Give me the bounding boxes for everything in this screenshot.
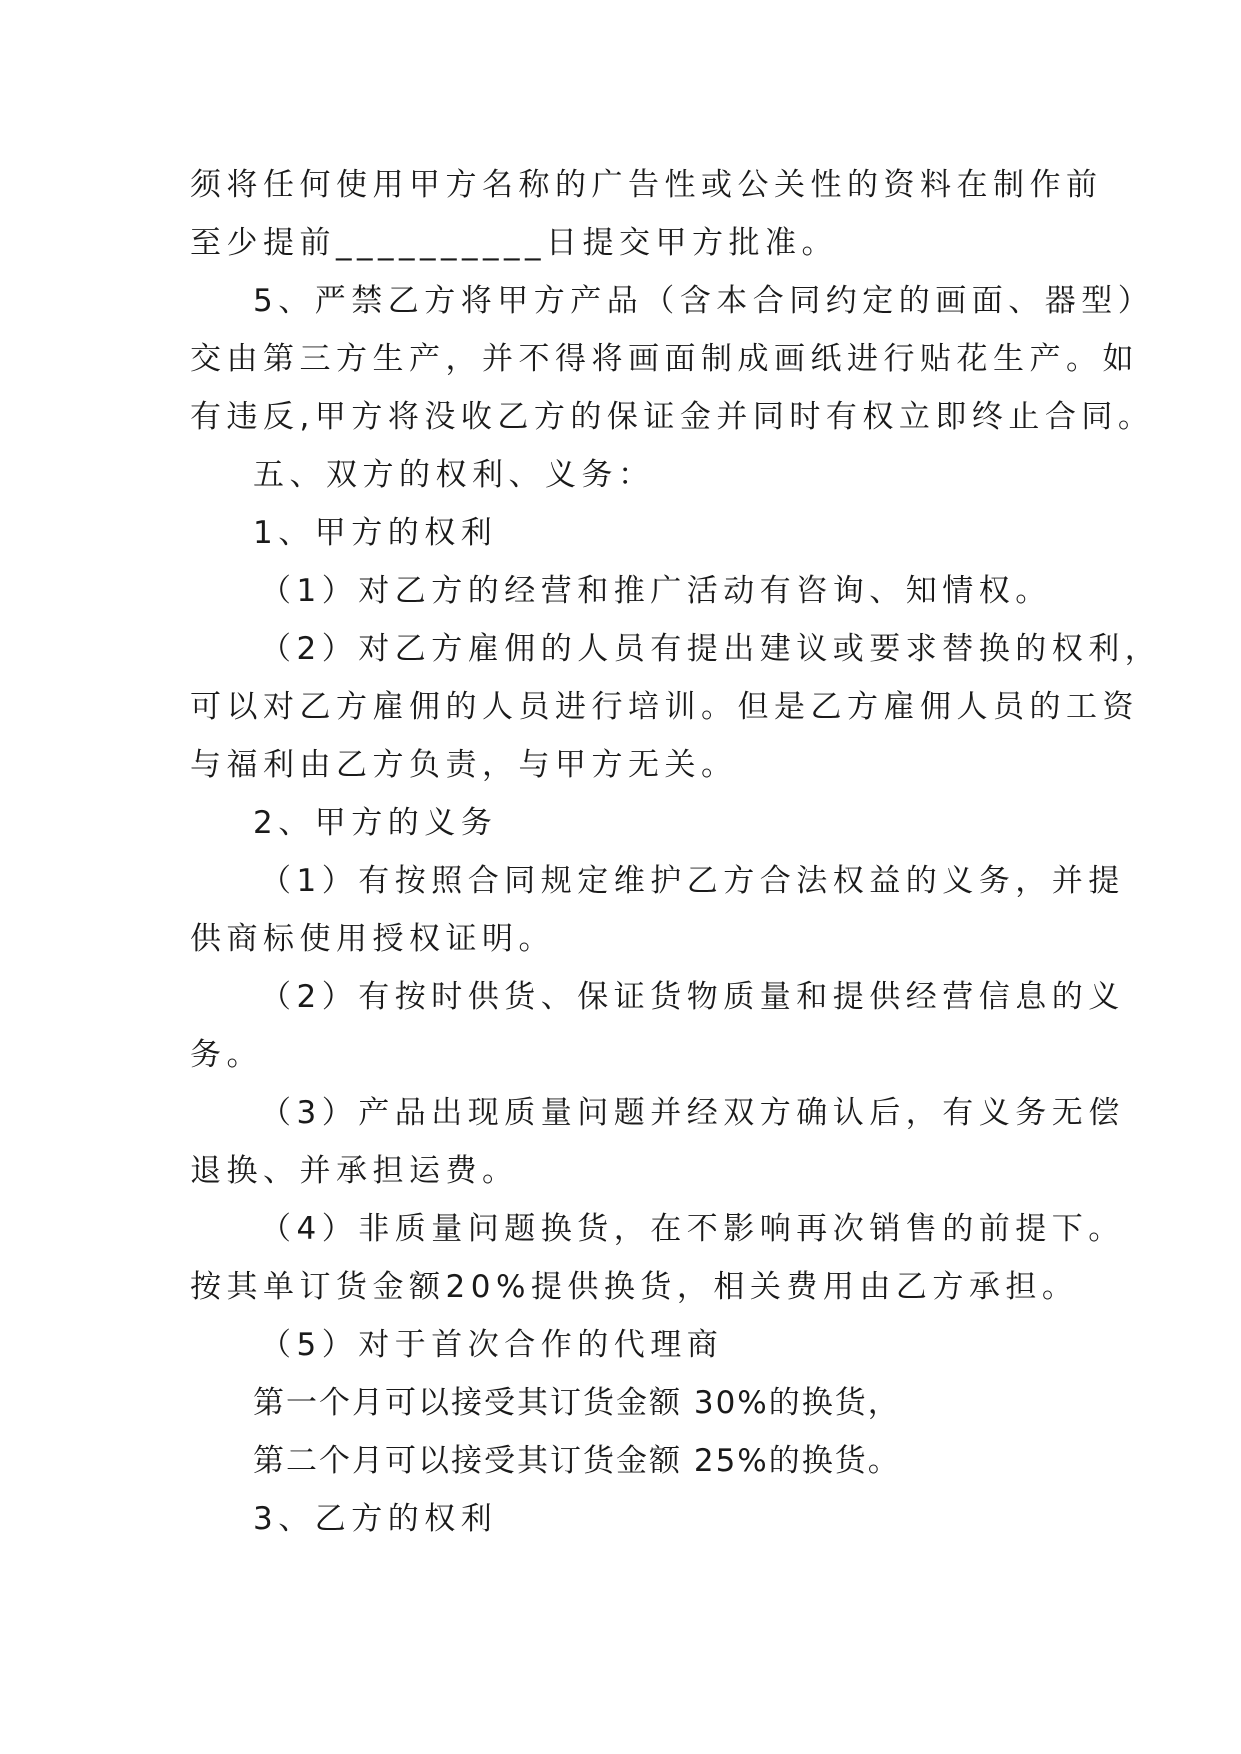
paragraph-line: （5）对于首次合作的代理商 bbox=[260, 1327, 724, 1363]
subsection-heading: 1、甲方的权利 bbox=[253, 515, 498, 551]
paragraph-line: 退换、并承担运费。 bbox=[190, 1153, 519, 1189]
paragraph-line: 可以对乙方雇佣的人员进行培训。但是乙方雇佣人员的工资 bbox=[190, 689, 1139, 725]
paragraph-line: （1）对乙方的经营和推广活动有咨询、知情权。 bbox=[260, 573, 1052, 609]
paragraph-line: 第一个月可以接受其订货金额 30%的换货， bbox=[253, 1385, 901, 1421]
paragraph-line: （2）有按时供货、保证货物质量和提供经营信息的义 bbox=[260, 979, 1125, 1015]
paragraph-line: （3）产品出现质量问题并经双方确认后，有义务无偿 bbox=[260, 1095, 1125, 1131]
paragraph-line: 5、严禁乙方将甲方产品（含本合同约定的画面、器型） bbox=[253, 283, 1155, 319]
paragraph-line: 务。 bbox=[190, 1037, 263, 1073]
paragraph-line: 供商标使用授权证明。 bbox=[190, 921, 555, 957]
paragraph-line: 须将任何使用甲方名称的广告性或公关性的资料在制作前 bbox=[190, 167, 1103, 203]
paragraph-line: 第二个月可以接受其订货金额 25%的换货。 bbox=[253, 1443, 901, 1479]
subsection-heading: 2、甲方的义务 bbox=[253, 805, 498, 841]
paragraph-line: 与福利由乙方负责，与甲方无关。 bbox=[190, 747, 738, 783]
paragraph-line: （1）有按照合同规定维护乙方合法权益的义务，并提 bbox=[260, 863, 1125, 899]
paragraph-line: （2）对乙方雇佣的人员有提出建议或要求替换的权利， bbox=[260, 631, 1162, 667]
paragraph-line: （4）非质量问题换货，在不影响再次销售的前提下。 bbox=[260, 1211, 1125, 1247]
paragraph-line: 按其单订货金额20%提供换货，相关费用由乙方承担。 bbox=[190, 1269, 1079, 1305]
paragraph-line: 交由第三方生产，并不得将画面制成画纸进行贴花生产。如 bbox=[190, 341, 1139, 377]
paragraph-line: 至少提前__________日提交甲方批准。 bbox=[190, 225, 838, 261]
section-heading: 五、双方的权利、义务： bbox=[253, 457, 655, 493]
paragraph-line: 有违反,甲方将没收乙方的保证金并同时有权立即终止合同。 bbox=[190, 399, 1155, 435]
subsection-heading: 3、乙方的权利 bbox=[253, 1501, 498, 1537]
